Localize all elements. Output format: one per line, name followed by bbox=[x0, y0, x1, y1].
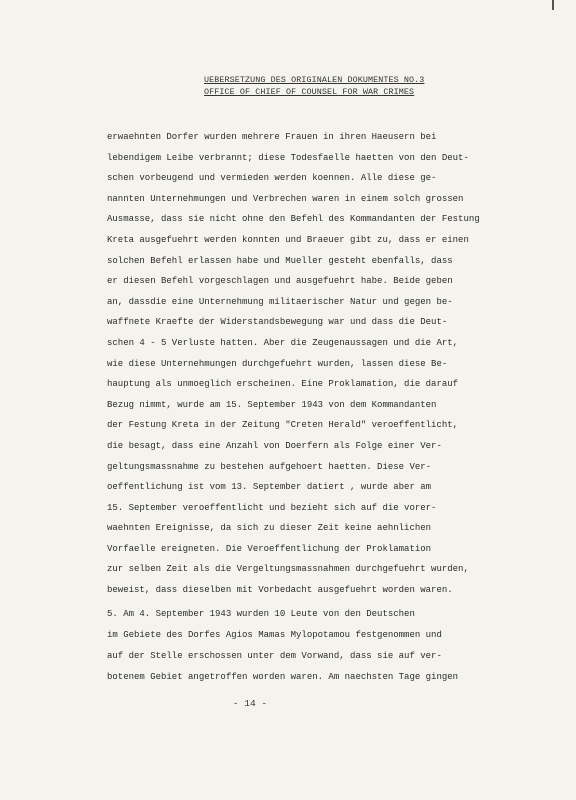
text-line: schen 4 - 5 Verluste hatten. Aber die Zeugenaussagen und die Art, bbox=[107, 337, 459, 348]
text-line: an, dassdie eine Unternehmung militaerischer Natur und gegen be- bbox=[107, 296, 453, 307]
paragraph-1 bbox=[107, 127, 480, 601]
text-line: die besagt, dass eine Anzahl von Doerfern als Folge einer Ver- bbox=[107, 440, 442, 451]
header-title-line: UEBERSETZUNG DES ORIGINALEN DOKUMENTES NO.3 bbox=[204, 75, 425, 85]
scan-edge-mark bbox=[552, 0, 554, 10]
text-line: erwaehnten Dorfer wurden mehrere Frauen in ihren Haeusern bei bbox=[107, 132, 437, 142]
text-line: schen vorbeugend und vermieden werden koennen. Alle diese ge- bbox=[107, 173, 437, 184]
text-line: der Festung Kreta in der Zeitung "Creten Herald" veroeffentlicht, bbox=[107, 420, 459, 431]
text-line: auf der Stelle erschossen unter dem Vorwand, dass sie auf ver- bbox=[107, 651, 442, 661]
document-header bbox=[204, 74, 434, 98]
text-line: Bezug nimmt, wurde am 15. September 1943 von dem Kommandanten bbox=[107, 399, 437, 410]
text-line: geltungsmassnahme zu bestehen aufgehoert haetten. Diese Ver- bbox=[107, 461, 432, 472]
text-line: hauptung als unmoeglich erscheinen. Eine Proklamation, die darauf bbox=[107, 379, 459, 390]
text-line: lebendigem Leibe verbrannt; diese Todesfaelle haetten von den Deut- bbox=[107, 152, 469, 163]
paragraph-2 bbox=[107, 604, 459, 688]
text-line: oeffentlichung ist vom 13. September datiert , wurde aber am bbox=[107, 482, 432, 493]
text-line: 5. Am 4. September 1943 wurden 10 Leute von den Deutschen bbox=[107, 609, 415, 619]
text-line: solchen Befehl erlassen habe und Mueller gesteht ebenfalls, dass bbox=[107, 255, 453, 266]
text-line: Kreta ausgefuehrt werden konnten und Braeuer gibt zu, dass er einen bbox=[107, 234, 469, 245]
text-line: er diesen Befehl vorgeschlagen und ausgefuehrt habe. Beide geben bbox=[107, 276, 453, 287]
text-line: waehnten Ereignisse, da sich zu dieser Zeit keine aehnlichen bbox=[107, 523, 432, 534]
text-line: waffnete Kraefte der Widerstandsbewegung war und dass die Deut- bbox=[107, 317, 448, 328]
text-line: zur selben Zeit als die Vergeltungsmassnahmen durchgefuehrt wurden, bbox=[107, 564, 469, 575]
page-number: - 14 - bbox=[232, 698, 268, 709]
text-line: Ausmasse, dass sie nicht ohne den Befehl des Kommandanten der Festung bbox=[107, 214, 480, 225]
text-line: Vorfaelle ereigneten. Die Veroeffentlichung der Proklamation bbox=[107, 543, 432, 554]
text-line: botenem Gebiet angetroffen worden waren. Am naechsten Tage gingen bbox=[107, 672, 459, 682]
text-line: wie diese Unternehmungen durchgefuehrt wurden, lassen diese Be- bbox=[107, 358, 448, 369]
header-office-line: OFFICE OF CHIEF OF COUNSEL FOR WAR CRIMES bbox=[204, 87, 415, 97]
text-line: nannten Unternehmungen und Verbrechen waren in einem solch grossen bbox=[107, 193, 464, 204]
text-line: im Gebiete des Dorfes Agios Mamas Mylopotamou festgenommen und bbox=[107, 630, 442, 640]
text-line: beweist, dass dieselben mit Vorbedacht ausgefuehrt worden waren. bbox=[107, 585, 453, 596]
text-line: 15. September veroeffentlicht und bezieht sich auf die vorer- bbox=[107, 502, 437, 513]
